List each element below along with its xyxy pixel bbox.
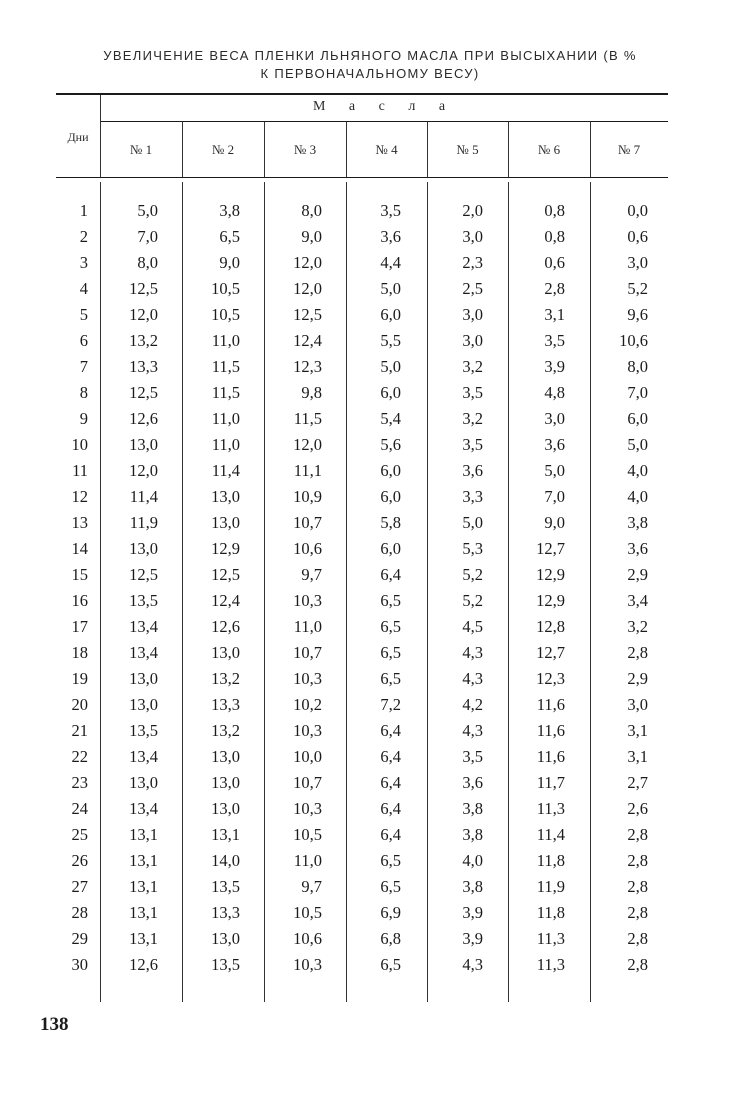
day-cell: 14 bbox=[71, 539, 88, 558]
value-cell: 5,2 bbox=[462, 565, 483, 584]
value-cell: 13,1 bbox=[129, 851, 158, 870]
value-cell: 14,0 bbox=[211, 851, 240, 870]
header-bottom-rule bbox=[56, 177, 668, 178]
value-cell: 13,0 bbox=[129, 773, 158, 792]
value-cell: 11,5 bbox=[211, 357, 240, 376]
table-row bbox=[0, 926, 732, 952]
day-cell: 21 bbox=[71, 721, 88, 740]
value-cell: 2,8 bbox=[627, 825, 648, 844]
table-row bbox=[0, 614, 732, 640]
value-cell: 4,4 bbox=[380, 253, 401, 272]
table-row bbox=[0, 276, 732, 302]
value-cell: 6,5 bbox=[380, 643, 401, 662]
table-row bbox=[0, 640, 732, 666]
day-cell: 17 bbox=[71, 617, 88, 636]
value-cell: 9,0 bbox=[544, 513, 565, 532]
value-cell: 2,8 bbox=[544, 279, 565, 298]
value-cell: 2,9 bbox=[627, 669, 648, 688]
day-cell: 19 bbox=[71, 669, 88, 688]
value-cell: 12,5 bbox=[129, 279, 158, 298]
value-cell: 10,5 bbox=[211, 305, 240, 324]
value-cell: 5,0 bbox=[627, 435, 648, 454]
day-cell: 15 bbox=[71, 565, 88, 584]
column-header-oil-2: № 2 bbox=[211, 142, 235, 157]
value-cell: 10,2 bbox=[293, 695, 322, 714]
value-cell: 2,3 bbox=[462, 253, 483, 272]
value-cell: 3,2 bbox=[462, 409, 483, 428]
table-row bbox=[0, 224, 732, 250]
day-cell: 23 bbox=[71, 773, 88, 792]
value-cell: 0,6 bbox=[627, 227, 648, 246]
value-cell: 13,2 bbox=[211, 669, 240, 688]
day-cell: 22 bbox=[71, 747, 88, 766]
value-cell: 10,3 bbox=[293, 799, 322, 818]
value-cell: 0,8 bbox=[544, 201, 565, 220]
value-cell: 6,9 bbox=[380, 903, 401, 922]
value-cell: 2,6 bbox=[627, 799, 648, 818]
value-cell: 10,6 bbox=[619, 331, 648, 350]
value-cell: 10,5 bbox=[211, 279, 240, 298]
value-cell: 6,5 bbox=[380, 851, 401, 870]
table-row bbox=[0, 458, 732, 484]
value-cell: 2,8 bbox=[627, 929, 648, 948]
value-cell: 12,5 bbox=[129, 565, 158, 584]
table-row bbox=[0, 718, 732, 744]
column-header-oil-4: № 4 bbox=[375, 142, 398, 157]
value-cell: 10,6 bbox=[293, 929, 322, 948]
value-cell: 7,2 bbox=[380, 695, 401, 714]
table-title-line-1: УВЕЛИЧЕНИЕ ВЕСА ПЛЕНКИ ЛЬНЯНОГО МАСЛА ПРИ ВЫСЫХАНИИ (В % bbox=[103, 48, 637, 63]
value-cell: 13,2 bbox=[211, 721, 240, 740]
day-cell: 5 bbox=[79, 305, 88, 324]
value-cell: 11,0 bbox=[211, 331, 240, 350]
value-cell: 3,3 bbox=[462, 487, 483, 506]
value-cell: 13,1 bbox=[129, 903, 158, 922]
day-column-header: Дни bbox=[67, 130, 89, 144]
value-cell: 13,0 bbox=[211, 643, 240, 662]
value-cell: 4,0 bbox=[627, 487, 648, 506]
value-cell: 13,3 bbox=[211, 903, 240, 922]
value-cell: 13,4 bbox=[129, 799, 158, 818]
value-cell: 10,3 bbox=[293, 669, 322, 688]
value-cell: 11,3 bbox=[536, 955, 565, 974]
value-cell: 12,6 bbox=[129, 955, 158, 974]
value-cell: 3,8 bbox=[462, 877, 483, 896]
value-cell: 12,9 bbox=[536, 565, 565, 584]
value-cell: 13,0 bbox=[129, 539, 158, 558]
day-cell: 4 bbox=[79, 279, 88, 298]
value-cell: 9,7 bbox=[301, 877, 322, 896]
value-cell: 13,4 bbox=[129, 617, 158, 636]
value-cell: 13,5 bbox=[129, 591, 158, 610]
value-cell: 12,7 bbox=[536, 539, 565, 558]
value-cell: 11,0 bbox=[211, 435, 240, 454]
value-cell: 5,5 bbox=[380, 331, 401, 350]
value-cell: 11,0 bbox=[211, 409, 240, 428]
value-cell: 4,0 bbox=[627, 461, 648, 480]
value-cell: 6,0 bbox=[380, 539, 401, 558]
value-cell: 10,9 bbox=[293, 487, 322, 506]
value-cell: 9,6 bbox=[627, 305, 648, 324]
value-cell: 12,5 bbox=[293, 305, 322, 324]
value-cell: 13,0 bbox=[211, 799, 240, 818]
value-cell: 11,9 bbox=[129, 513, 158, 532]
value-cell: 3,5 bbox=[462, 747, 483, 766]
value-cell: 3,6 bbox=[627, 539, 648, 558]
value-cell: 6,4 bbox=[380, 825, 401, 844]
value-cell: 3,5 bbox=[462, 383, 483, 402]
value-cell: 3,8 bbox=[462, 799, 483, 818]
value-cell: 6,5 bbox=[380, 669, 401, 688]
value-cell: 13,4 bbox=[129, 747, 158, 766]
value-cell: 3,1 bbox=[544, 305, 565, 324]
value-cell: 11,4 bbox=[536, 825, 565, 844]
value-cell: 12,4 bbox=[293, 331, 322, 350]
value-cell: 8,0 bbox=[137, 253, 158, 272]
day-cell: 12 bbox=[71, 487, 88, 506]
value-cell: 6,0 bbox=[380, 487, 401, 506]
day-cell: 11 bbox=[72, 461, 88, 480]
value-cell: 11,8 bbox=[536, 851, 565, 870]
value-cell: 2,0 bbox=[462, 201, 483, 220]
column-header-oil-6: № 6 bbox=[537, 142, 561, 157]
day-cell: 29 bbox=[71, 929, 88, 948]
value-cell: 4,3 bbox=[462, 955, 483, 974]
day-cell: 1 bbox=[79, 201, 88, 220]
value-cell: 3,0 bbox=[544, 409, 565, 428]
value-cell: 11,6 bbox=[536, 695, 565, 714]
value-cell: 11,4 bbox=[211, 461, 240, 480]
value-cell: 11,1 bbox=[293, 461, 322, 480]
value-cell: 3,8 bbox=[219, 201, 240, 220]
value-cell: 3,8 bbox=[627, 513, 648, 532]
table-row bbox=[0, 250, 732, 276]
table-row bbox=[0, 354, 732, 380]
value-cell: 6,5 bbox=[380, 877, 401, 896]
value-cell: 11,6 bbox=[536, 747, 565, 766]
value-cell: 2,9 bbox=[627, 565, 648, 584]
value-cell: 6,0 bbox=[380, 461, 401, 480]
day-cell: 25 bbox=[71, 825, 88, 844]
value-cell: 8,0 bbox=[301, 201, 322, 220]
value-cell: 11,6 bbox=[536, 721, 565, 740]
value-cell: 13,1 bbox=[129, 877, 158, 896]
day-cell: 30 bbox=[71, 955, 88, 974]
value-cell: 5,0 bbox=[544, 461, 565, 480]
value-cell: 3,2 bbox=[627, 617, 648, 636]
value-cell: 13,1 bbox=[211, 825, 240, 844]
value-cell: 13,1 bbox=[129, 929, 158, 948]
value-cell: 2,8 bbox=[627, 877, 648, 896]
value-cell: 12,5 bbox=[211, 565, 240, 584]
value-cell: 13,0 bbox=[129, 435, 158, 454]
value-cell: 11,0 bbox=[293, 617, 322, 636]
value-cell: 12,0 bbox=[129, 461, 158, 480]
value-cell: 10,3 bbox=[293, 591, 322, 610]
day-cell: 6 bbox=[79, 331, 88, 350]
page-number: 138 bbox=[40, 1014, 69, 1035]
value-cell: 10,7 bbox=[293, 773, 322, 792]
value-cell: 5,0 bbox=[137, 201, 158, 220]
day-cell: 13 bbox=[71, 513, 88, 532]
table-row bbox=[0, 380, 732, 406]
value-cell: 9,8 bbox=[301, 383, 322, 402]
value-cell: 4,5 bbox=[462, 617, 483, 636]
value-cell: 3,0 bbox=[627, 253, 648, 272]
value-cell: 12,7 bbox=[536, 643, 565, 662]
day-cell: 27 bbox=[71, 877, 88, 896]
value-cell: 10,7 bbox=[293, 513, 322, 532]
value-cell: 6,4 bbox=[380, 721, 401, 740]
value-cell: 6,0 bbox=[380, 383, 401, 402]
day-cell: 9 bbox=[79, 409, 88, 428]
column-header-oil-5: № 5 bbox=[456, 142, 479, 157]
value-cell: 9,0 bbox=[219, 253, 240, 272]
value-cell: 2,8 bbox=[627, 643, 648, 662]
value-cell: 3,9 bbox=[544, 357, 565, 376]
day-cell: 16 bbox=[71, 591, 88, 610]
value-cell: 3,8 bbox=[462, 825, 483, 844]
value-cell: 7,0 bbox=[137, 227, 158, 246]
value-cell: 3,9 bbox=[462, 903, 483, 922]
column-header-oil-7: № 7 bbox=[617, 142, 641, 157]
value-cell: 2,8 bbox=[627, 903, 648, 922]
value-cell: 4,8 bbox=[544, 383, 565, 402]
value-cell: 13,2 bbox=[129, 331, 158, 350]
value-cell: 10,0 bbox=[293, 747, 322, 766]
value-cell: 3,9 bbox=[462, 929, 483, 948]
table-row bbox=[0, 900, 732, 926]
value-cell: 6,5 bbox=[380, 955, 401, 974]
day-cell: 3 bbox=[79, 253, 88, 272]
value-cell: 2,5 bbox=[462, 279, 483, 298]
value-cell: 6,5 bbox=[219, 227, 240, 246]
table-row bbox=[0, 666, 732, 692]
value-cell: 6,4 bbox=[380, 799, 401, 818]
value-cell: 3,5 bbox=[544, 331, 565, 350]
value-cell: 11,3 bbox=[536, 799, 565, 818]
value-cell: 13,0 bbox=[211, 929, 240, 948]
value-cell: 3,0 bbox=[462, 305, 483, 324]
value-cell: 6,4 bbox=[380, 565, 401, 584]
value-cell: 3,2 bbox=[462, 357, 483, 376]
value-cell: 4,3 bbox=[462, 721, 483, 740]
value-cell: 3,0 bbox=[462, 227, 483, 246]
day-cell: 8 bbox=[79, 383, 88, 402]
value-cell: 5,4 bbox=[380, 409, 401, 428]
value-cell: 0,6 bbox=[544, 253, 565, 272]
value-cell: 5,2 bbox=[462, 591, 483, 610]
value-cell: 10,6 bbox=[293, 539, 322, 558]
value-cell: 10,3 bbox=[293, 955, 322, 974]
value-cell: 12,9 bbox=[211, 539, 240, 558]
value-cell: 12,0 bbox=[129, 305, 158, 324]
value-cell: 13,5 bbox=[211, 877, 240, 896]
value-cell: 13,5 bbox=[211, 955, 240, 974]
value-cell: 12,3 bbox=[293, 357, 322, 376]
table-row bbox=[0, 588, 732, 614]
value-cell: 9,7 bbox=[301, 565, 322, 584]
value-cell: 5,0 bbox=[462, 513, 483, 532]
value-cell: 3,6 bbox=[544, 435, 565, 454]
table-row bbox=[0, 744, 732, 770]
value-cell: 6,8 bbox=[380, 929, 401, 948]
table-row bbox=[0, 328, 732, 354]
value-cell: 13,5 bbox=[129, 721, 158, 740]
value-cell: 11,0 bbox=[293, 851, 322, 870]
value-cell: 5,0 bbox=[380, 279, 401, 298]
value-cell: 12,4 bbox=[211, 591, 240, 610]
value-cell: 11,8 bbox=[536, 903, 565, 922]
value-cell: 6,4 bbox=[380, 747, 401, 766]
table-row bbox=[0, 796, 732, 822]
table-row bbox=[0, 562, 732, 588]
day-cell: 20 bbox=[71, 695, 88, 714]
table-row bbox=[0, 770, 732, 796]
value-cell: 10,3 bbox=[293, 721, 322, 740]
value-cell: 11,3 bbox=[536, 929, 565, 948]
value-cell: 7,0 bbox=[627, 383, 648, 402]
value-cell: 0,8 bbox=[544, 227, 565, 246]
value-cell: 9,0 bbox=[301, 227, 322, 246]
value-cell: 5,8 bbox=[380, 513, 401, 532]
table-title-line-2: К ПЕРВОНАЧАЛЬНОМУ ВЕСУ) bbox=[260, 66, 480, 81]
value-cell: 6,5 bbox=[380, 617, 401, 636]
oils-group-header: М а с л а bbox=[312, 99, 456, 114]
table-row bbox=[0, 822, 732, 848]
table-row bbox=[0, 536, 732, 562]
value-cell: 3,0 bbox=[462, 331, 483, 350]
value-cell: 12,0 bbox=[293, 279, 322, 298]
value-cell: 5,3 bbox=[462, 539, 483, 558]
value-cell: 5,2 bbox=[627, 279, 648, 298]
value-cell: 13,0 bbox=[129, 669, 158, 688]
value-cell: 6,5 bbox=[380, 591, 401, 610]
value-cell: 3,5 bbox=[462, 435, 483, 454]
value-cell: 3,5 bbox=[380, 201, 401, 220]
day-cell: 26 bbox=[71, 851, 88, 870]
value-cell: 12,6 bbox=[129, 409, 158, 428]
value-cell: 3,4 bbox=[627, 591, 648, 610]
day-cell: 10 bbox=[71, 435, 88, 454]
value-cell: 5,6 bbox=[380, 435, 401, 454]
column-header-oil-1: № 1 bbox=[129, 142, 153, 157]
value-cell: 13,4 bbox=[129, 643, 158, 662]
table-top-rule bbox=[56, 93, 668, 95]
value-cell: 4,3 bbox=[462, 669, 483, 688]
value-cell: 12,9 bbox=[536, 591, 565, 610]
value-cell: 4,3 bbox=[462, 643, 483, 662]
group-header-rule bbox=[100, 121, 668, 122]
value-cell: 12,5 bbox=[129, 383, 158, 402]
day-cell: 2 bbox=[79, 227, 88, 246]
day-cell: 18 bbox=[71, 643, 88, 662]
value-cell: 2,7 bbox=[627, 773, 648, 792]
value-cell: 13,0 bbox=[211, 487, 240, 506]
value-cell: 12,3 bbox=[536, 669, 565, 688]
value-cell: 2,8 bbox=[627, 851, 648, 870]
table-row bbox=[0, 484, 732, 510]
column-header-oil-3: № 3 bbox=[293, 142, 317, 157]
value-cell: 12,0 bbox=[293, 435, 322, 454]
value-cell: 2,8 bbox=[627, 955, 648, 974]
value-cell: 11,5 bbox=[211, 383, 240, 402]
value-cell: 10,5 bbox=[293, 903, 322, 922]
table-row bbox=[0, 692, 732, 718]
value-cell: 0,0 bbox=[627, 201, 648, 220]
table-row bbox=[0, 510, 732, 536]
value-cell: 6,0 bbox=[627, 409, 648, 428]
value-cell: 3,6 bbox=[462, 773, 483, 792]
value-cell: 3,1 bbox=[627, 721, 648, 740]
value-cell: 3,6 bbox=[380, 227, 401, 246]
day-cell: 7 bbox=[79, 357, 88, 376]
value-cell: 7,0 bbox=[544, 487, 565, 506]
value-cell: 3,6 bbox=[462, 461, 483, 480]
value-cell: 13,3 bbox=[211, 695, 240, 714]
value-cell: 11,4 bbox=[129, 487, 158, 506]
value-cell: 12,8 bbox=[536, 617, 565, 636]
table-row bbox=[0, 874, 732, 900]
value-cell: 11,7 bbox=[536, 773, 565, 792]
value-cell: 8,0 bbox=[627, 357, 648, 376]
value-cell: 12,0 bbox=[293, 253, 322, 272]
table-row bbox=[0, 302, 732, 328]
day-cell: 28 bbox=[71, 903, 88, 922]
value-cell: 13,0 bbox=[211, 773, 240, 792]
value-cell: 13,1 bbox=[129, 825, 158, 844]
value-cell: 10,5 bbox=[293, 825, 322, 844]
table-row bbox=[0, 406, 732, 432]
value-cell: 6,0 bbox=[380, 305, 401, 324]
value-cell: 10,7 bbox=[293, 643, 322, 662]
value-cell: 6,4 bbox=[380, 773, 401, 792]
table-row bbox=[0, 198, 732, 224]
value-cell: 4,2 bbox=[462, 695, 483, 714]
value-cell: 11,5 bbox=[293, 409, 322, 428]
table-row bbox=[0, 952, 732, 978]
value-cell: 11,9 bbox=[536, 877, 565, 896]
value-cell: 13,0 bbox=[129, 695, 158, 714]
value-cell: 3,1 bbox=[627, 747, 648, 766]
value-cell: 13,0 bbox=[211, 747, 240, 766]
value-cell: 13,3 bbox=[129, 357, 158, 376]
value-cell: 3,0 bbox=[627, 695, 648, 714]
table-row bbox=[0, 848, 732, 874]
table-row bbox=[0, 432, 732, 458]
value-cell: 4,0 bbox=[462, 851, 483, 870]
value-cell: 13,0 bbox=[211, 513, 240, 532]
value-cell: 5,0 bbox=[380, 357, 401, 376]
value-cell: 12,6 bbox=[211, 617, 240, 636]
day-cell: 24 bbox=[71, 799, 88, 818]
